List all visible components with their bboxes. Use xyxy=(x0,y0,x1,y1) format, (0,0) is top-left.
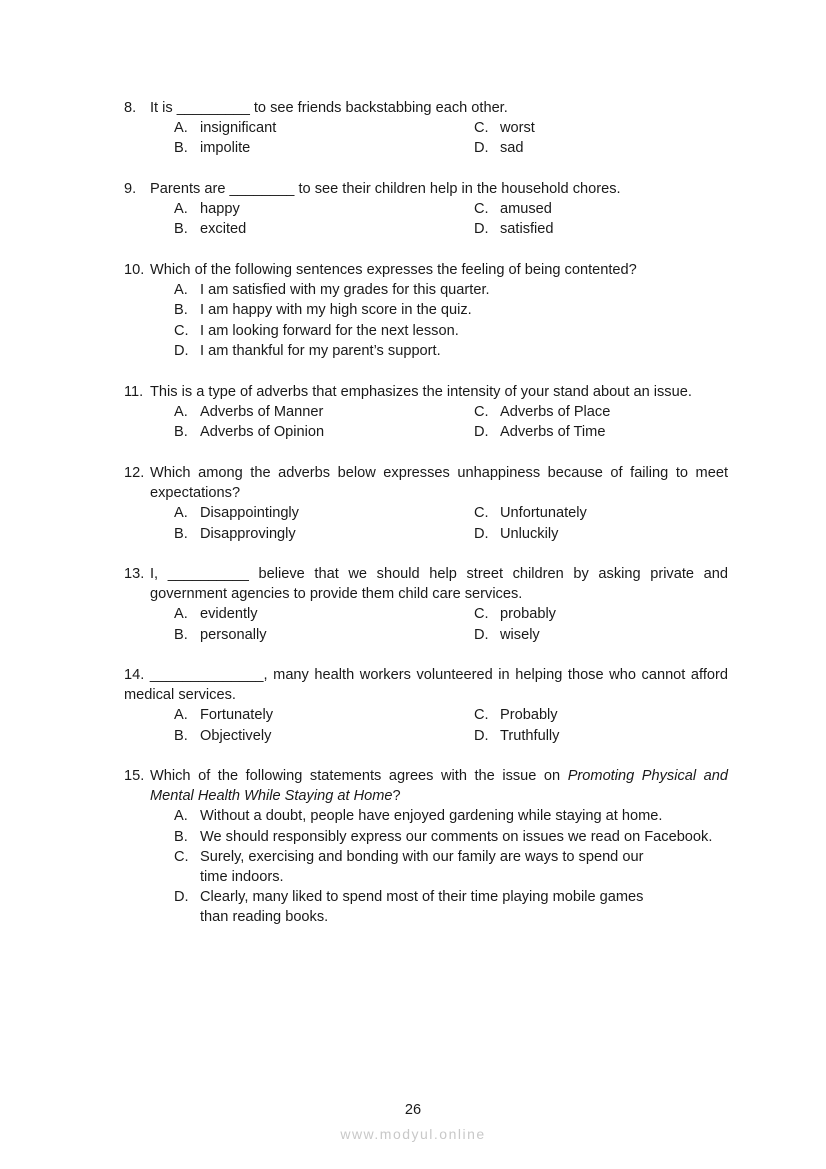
option-d: D. I am thankful for my parent’s support. xyxy=(174,342,441,359)
option-c: C. I am looking forward for the next lesson. xyxy=(174,322,459,339)
option-c: C. Surely, exercising and bonding with our family are ways to spend our time indoors. xyxy=(174,848,644,886)
question-text: It is _________ to see friends backstabbing each other. xyxy=(150,100,508,116)
question-number: 13. xyxy=(124,566,145,582)
page-number: 26 xyxy=(404,1102,422,1118)
option-a: A. Without a doubt, people have enjoyed gardening while staying at home. xyxy=(174,808,663,825)
option-a: A. Fortunately xyxy=(174,707,274,724)
issue-title: Promoting Physical and Mental Health While Staying at Home xyxy=(150,768,728,805)
option-b: B. Objectively xyxy=(174,727,272,744)
question-15 xyxy=(124,766,728,928)
option-b: B. Adverbs of Opinion xyxy=(174,424,325,441)
option-d: D. sad xyxy=(474,140,524,157)
option-c: C. Probably xyxy=(474,707,558,724)
option-d: D. Adverbs of Time xyxy=(474,424,606,441)
option-c: C. Adverbs of Place xyxy=(474,404,611,421)
option-b: B. I am happy with my high score in the quiz. xyxy=(174,302,472,319)
question-number: 15. xyxy=(124,768,145,784)
question-text: Parents are ________ to see their children help in the household chores. xyxy=(150,181,621,197)
watermark: www.modyul.online xyxy=(340,1126,486,1142)
question-number: 10. xyxy=(124,262,145,278)
question-11 xyxy=(124,382,728,443)
question-12 xyxy=(124,463,728,544)
question-number: 8. xyxy=(124,100,137,116)
option-c: C. amused xyxy=(474,201,552,218)
option-d: D. wisely xyxy=(474,626,540,643)
question-number: 9. xyxy=(124,181,137,197)
option-a: A. I am satisfied with my grades for this quarter. xyxy=(174,282,490,299)
question-10 xyxy=(124,260,728,361)
option-a: A. evidently xyxy=(174,606,258,623)
question-text: Which of the following statements agrees with the issue on Promoting Physical and Mental Health While Staying at Home? xyxy=(150,768,728,805)
option-d: D. Truthfully xyxy=(474,727,560,744)
question-9 xyxy=(124,179,728,240)
option-b: B. We should responsibly express our comments on issues we read on Facebook. xyxy=(174,828,713,845)
option-d: D. satisfied xyxy=(474,221,554,238)
option-d: D. Unluckily xyxy=(474,525,559,542)
question-text: Which of the following sentences expresses the feeling of being contented? xyxy=(150,262,637,278)
question-text: This is a type of adverbs that emphasizes the intensity of your stand about an issue. xyxy=(150,384,692,400)
option-c: C. Unfortunately xyxy=(474,505,587,522)
option-c: C. worst xyxy=(474,120,535,137)
question-number: 12. xyxy=(124,465,145,481)
option-b: B. personally xyxy=(174,626,267,643)
question-8 xyxy=(124,98,728,159)
option-b: B. Disapprovingly xyxy=(174,525,296,542)
option-a: A. Adverbs of Manner xyxy=(174,404,324,421)
question-text: I, __________ believe that we should help street children by asking private and government agencies to provide them child care services. xyxy=(150,566,728,603)
question-14 xyxy=(124,665,728,746)
option-b: B. impolite xyxy=(174,140,251,157)
option-b: B. excited xyxy=(174,221,247,238)
option-c: C. probably xyxy=(474,606,556,623)
question-text: 14. ______________, many health workers volunteered in helping those who cannot afford medical services. xyxy=(124,667,728,704)
option-a: A. Disappointingly xyxy=(174,505,299,522)
question-number: 14. xyxy=(124,667,145,683)
option-d: D. Clearly, many liked to spend most of their time playing mobile games than reading books. xyxy=(174,889,644,926)
option-a: A. happy xyxy=(174,201,240,218)
question-13 xyxy=(124,564,728,645)
question-number: 11. xyxy=(124,384,144,400)
question-text: Which among the adverbs below expresses unhappiness because of failing to meet expectations? xyxy=(150,465,728,502)
option-a: A. insignificant xyxy=(174,120,277,137)
